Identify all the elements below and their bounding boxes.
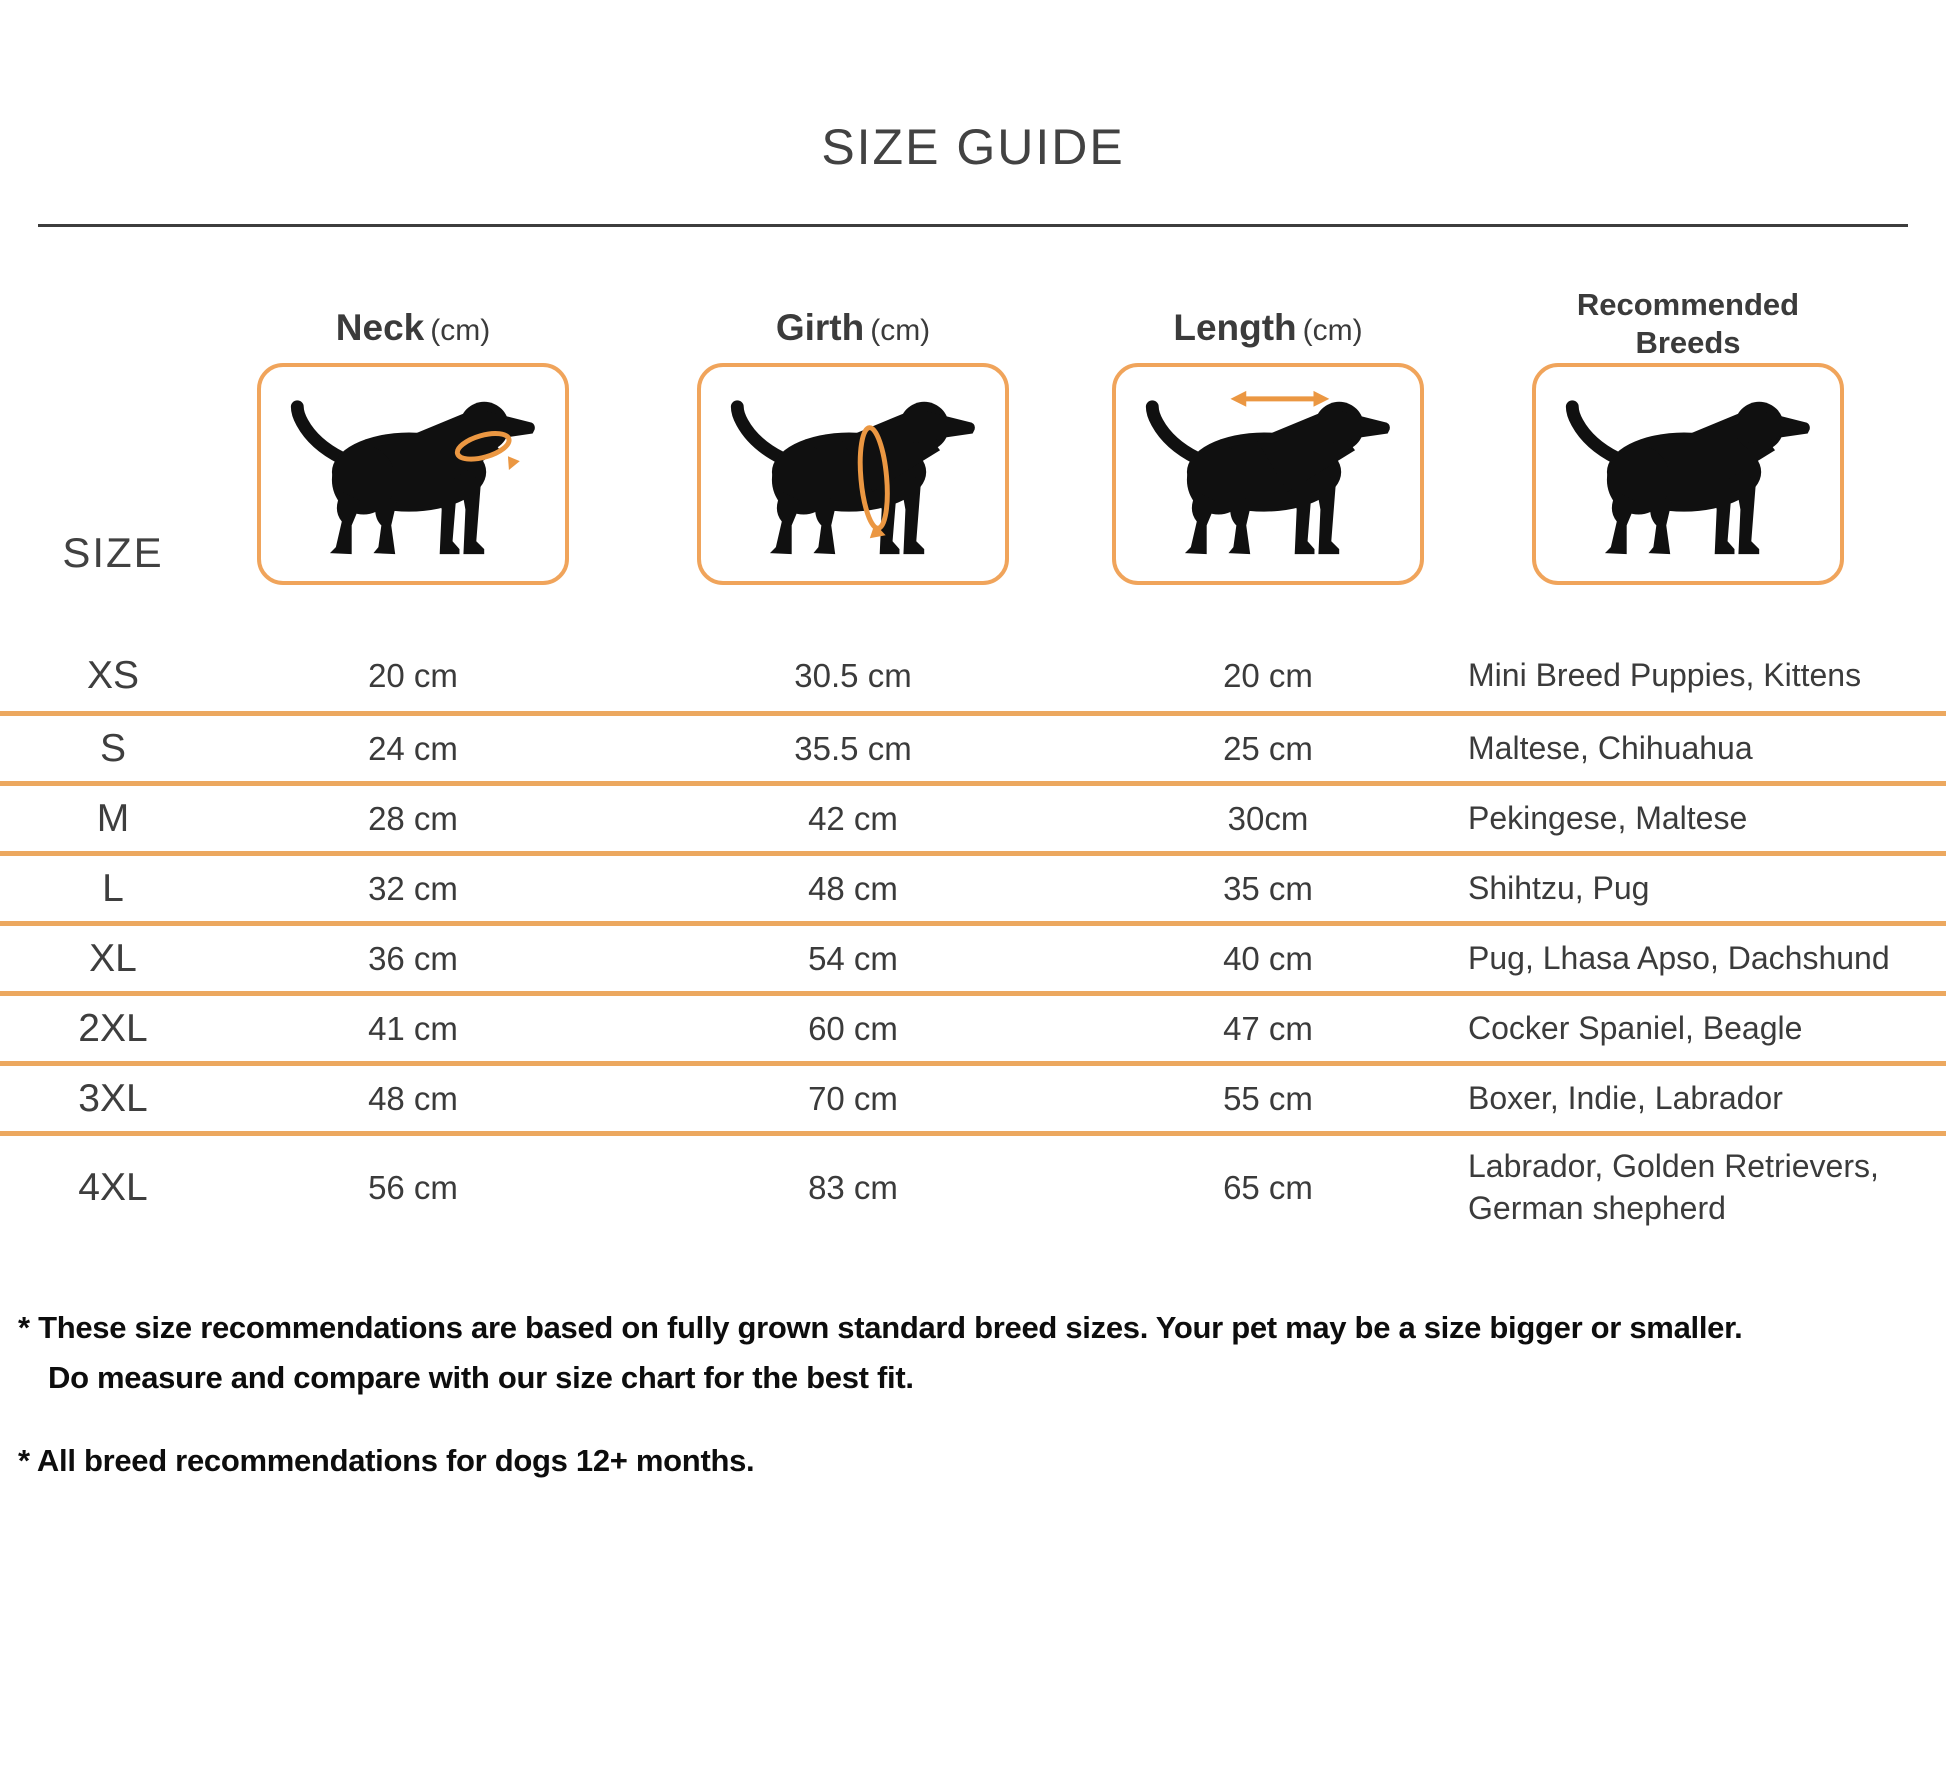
girth-cell: 70 cm	[808, 1079, 898, 1117]
column-header-unit: (cm)	[1302, 314, 1363, 347]
column-header-label: Girth	[775, 307, 865, 348]
breeds-cell: Shihtzu, Pug	[1468, 869, 1650, 906]
footnotes	[18, 1303, 1946, 1486]
column-header-neck	[188, 307, 638, 353]
footnote-age-note: * All breed recommendations for dogs 12+ months.	[18, 1443, 755, 1479]
column-header-label: Neck	[335, 307, 425, 348]
title-divider	[38, 224, 1908, 227]
size-cell: 3XL	[78, 1076, 148, 1120]
size-cell: S	[99, 726, 126, 770]
dog-breeds-icon	[1557, 385, 1819, 563]
page-title: SIZE GUIDE	[821, 119, 1125, 175]
length-cell: 40 cm	[1223, 939, 1313, 977]
footnote-fit-disclaimer-line2: Do measure and compare with our size chart for the best fit.	[48, 1359, 914, 1395]
neck-cell: 48 cm	[368, 1079, 458, 1117]
neck-cell: 56 cm	[368, 1168, 458, 1206]
length-cell: 20 cm	[1223, 657, 1313, 694]
size-cell: 4XL	[78, 1165, 148, 1209]
girth-cell: 83 cm	[808, 1168, 898, 1206]
length-cell: 35 cm	[1223, 869, 1313, 907]
table-row	[0, 921, 1946, 991]
breeds-cell: Pekingese, Maltese	[1468, 799, 1748, 836]
column-header-girth	[638, 307, 1068, 353]
table-row	[0, 781, 1946, 851]
column-header-row	[0, 241, 1946, 361]
girth-cell: 35.5 cm	[794, 729, 912, 767]
neck-cell: 28 cm	[368, 799, 458, 837]
column-header-label: Length	[1173, 307, 1297, 348]
breeds-icon-box	[1532, 363, 1844, 585]
girth-cell: 30.5 cm	[794, 657, 912, 694]
length-arrow-annotation	[1230, 391, 1329, 407]
neck-icon-box	[257, 363, 569, 585]
table-row	[0, 851, 1946, 921]
size-cell: XS	[86, 654, 140, 697]
breeds-cell: Cocker Spaniel, Beagle	[1468, 1009, 1803, 1046]
breeds-cell: Mini Breed Puppies, Kittens	[1468, 657, 1862, 694]
size-cell: L	[102, 866, 124, 910]
size-axis-label: SIZE	[62, 529, 164, 576]
measure-icons-row	[0, 363, 1946, 607]
table-row	[0, 711, 1946, 781]
table-row	[0, 1061, 1946, 1131]
size-cell: XL	[89, 936, 137, 980]
neck-cell: 32 cm	[368, 869, 458, 907]
girth-cell: 54 cm	[808, 939, 898, 977]
size-cell: 2XL	[78, 1006, 148, 1050]
length-cell: 55 cm	[1223, 1079, 1313, 1117]
neck-cell: 36 cm	[368, 939, 458, 977]
length-cell: 47 cm	[1223, 1009, 1313, 1047]
girth-cell: 42 cm	[808, 799, 898, 837]
girth-cell: 48 cm	[808, 869, 898, 907]
breeds-cell: Maltese, Chihuahua	[1468, 729, 1753, 766]
table-row	[0, 1131, 1946, 1239]
neck-cell: 41 cm	[368, 1009, 458, 1047]
breeds-cell: Pug, Lhasa Apso, Dachshund	[1468, 939, 1890, 976]
column-header-label: Recommended Breeds	[1576, 286, 1800, 361]
column-header-length	[1068, 307, 1468, 353]
table-row	[0, 991, 1946, 1061]
column-header-unit: (cm)	[870, 314, 931, 347]
breeds-cell: Labrador, Golden Retrievers, German shepherd	[1468, 1148, 1879, 1226]
column-header-unit: (cm)	[430, 314, 491, 347]
dog-girth-measure-icon	[722, 385, 984, 563]
column-header-breeds	[1468, 286, 1908, 364]
length-cell: 30cm	[1227, 799, 1309, 837]
length-cell: 25 cm	[1223, 729, 1313, 767]
length-cell: 65 cm	[1223, 1168, 1313, 1206]
table-row	[0, 641, 1946, 711]
size-table-body	[0, 641, 1946, 1239]
dog-length-measure-icon	[1137, 385, 1399, 563]
dog-neck-measure-icon	[282, 385, 544, 563]
footnote-fit-disclaimer-line1: * These size recommendations are based on fully grown standard breed sizes. Your pet may be a size bigger or smaller.	[18, 1310, 1743, 1346]
neck-cell: 20 cm	[368, 657, 458, 694]
size-cell: M	[96, 796, 130, 840]
girth-cell: 60 cm	[808, 1009, 898, 1047]
neck-cell: 24 cm	[368, 729, 458, 767]
length-icon-box	[1112, 363, 1424, 585]
breeds-cell: Boxer, Indie, Labrador	[1468, 1079, 1783, 1116]
girth-icon-box	[697, 363, 1009, 585]
